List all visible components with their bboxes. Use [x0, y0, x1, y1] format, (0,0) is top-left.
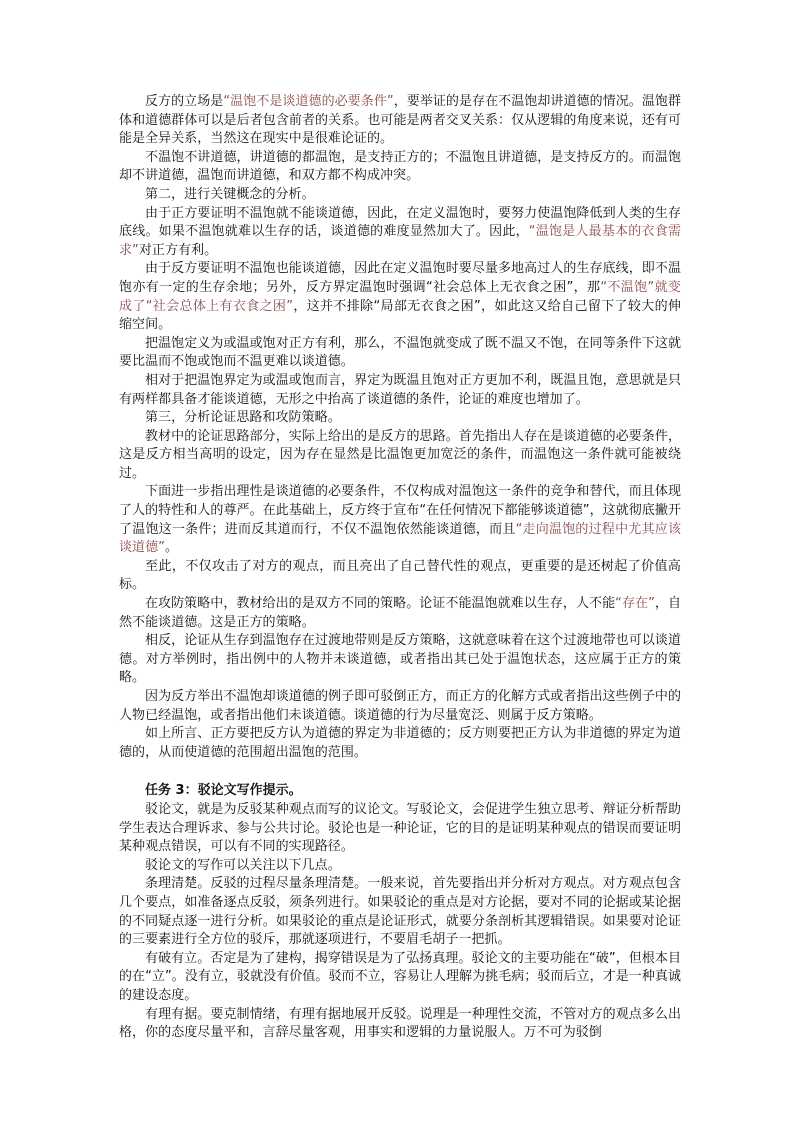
paragraph: 因为反方举出不温饱却谈道德的例子即可驳倒正方，而正方的化解方式或者指出这些例子中的人物已经温饱，或者指出他们未谈道德。谈道德的行为尽量宽泛、则属于反方策略。	[119, 689, 681, 723]
paragraph: 如上所言、正方要把反方认为道德的界定为非道德的；反方则要把正方认为非道德的界定为道德的，从而使道德的范围超出温饱的范围。	[119, 726, 681, 760]
paragraph: 至此，不仅攻击了对方的观点，而且亮出了自己替代性的观点，更重要的是还树起了价值高标。	[119, 558, 681, 593]
paragraph: 驳论文，就是为反驳某种观点而写的议论文。写驳论文，会促进学生独立思考、辩证分析帮助学生表达合理诉求、参与公共讨论。驳论也是一种论证，它的目的是证明某种观点的错误而要证明某种观点错误，可以有不同的实现路径。	[119, 801, 681, 855]
paragraph: 驳论文的写作可以关注以下几点。	[145, 857, 341, 873]
paragraph: 有理有据。要克制情绪，有理有据地展开反驳。说理是一种理性交流，不管对方的观点多么出格，你的态度尽量平和，言辞尽量客观，用事实和逻辑的力量说服人。万不可为驳倒	[119, 1006, 681, 1041]
paragraph: 教材中的论证思路部分，实际上给出的是反方的思路。首先指出人存在是谈道德的必要条件，这是反方相当高明的设定，因为存在显然是比温饱更加宽泛的条件，而温饱这一条件就可能被绕过。	[119, 428, 681, 481]
paragraph-text: ，这并不排除“局部无衣食之困”，如此这又给自己留下了较大的伸缩空间。	[119, 298, 681, 333]
quoted-text: “走向温饱的过程中尤其应该谈道德”	[119, 521, 681, 556]
paragraph-text: 由于正方要证明不温饱就不能谈道德，因此，在定义温饱时，要努力使温饱降低到人类的生存底线。如果不温饱就难以生存的话，谈道德的难度显然加大了。因此，	[119, 205, 681, 240]
paragraph-text: 。	[164, 540, 178, 556]
section-spacer	[119, 762, 681, 782]
paragraph: 相对于把温饱界定为或温或饱而言，界定为既温且饱对正方更加不利，既温且饱，意思就是只有两样都具备才能谈道德，无形之中抬高了谈道德的条件，论证的难度也增加了。	[119, 372, 681, 407]
paragraph: 把温饱定义为或温或饱对正方有利，那么，不温饱就变成了既不温又不饱，在同等条件下这就要比温而不饱或饱而不温更难以谈道德。	[119, 335, 681, 370]
section-heading: 任务 3：驳论文写作提示。	[145, 783, 302, 799]
paragraph-text: 反方的立场是	[145, 94, 224, 109]
paragraph	[119, 595, 681, 632]
paragraph-text: 由于反方要证明不温饱也能谈道德，因此在定义温饱时要尽量多地高过人的生存底线，即不温饱亦有一定的生存余地；另外，反方界定温饱时强调“社会总体上无衣食之困”，那	[119, 261, 681, 295]
quoted-text: “存在”	[615, 596, 655, 612]
paragraph	[119, 483, 681, 557]
paragraph	[119, 205, 681, 261]
quoted-text: “温饱不是谈道德的必要条件”	[223, 94, 394, 109]
quoted-text: “不温饱”就变成了“社会总体上有衣食之困”	[119, 279, 681, 314]
paragraph-text: 下面进一步指出理性是谈道德的必要条件，不仅构成对温饱这一条件的竞争和替代，而且体现了人的特性和人的尊严。在此基础上，反方终于宣布“在任何情况下都能够谈道德”，这就彻底撇开了温饱这一条件；进而反其道而行，不仅不温饱依然能谈道德，而且	[119, 484, 681, 537]
paragraph-text: 在攻防策略中，教材给出的是双方不同的策略。论证不能温饱就难以生存，人不能	[145, 596, 616, 612]
paragraph-text: ，自然不能谈道德。这是正方的策略。	[119, 596, 681, 630]
paragraph-text: ，要举证的是存在不温饱却讲道德的情况。温饱群体和道德群体可以是后者包含前者的关系。也可能是两者交叉关系：仅从逻辑的角度来说，还有可能是全异关系，当然这在现实中是很难论证的。	[119, 94, 682, 147]
paragraph: 不温饱不讲道德，讲道德的都温饱，是支持正方的；不温饱且讲道德，是支持反方的。而温饱却不讲道德，温饱而讲道德，和双方都不构成冲突。	[119, 149, 681, 184]
document-page	[119, 93, 681, 1043]
paragraph	[119, 93, 681, 149]
paragraph-text: 对正方有利。	[138, 242, 218, 258]
paragraph	[119, 260, 681, 334]
paragraph: 条理清楚。反驳的过程尽量条理清楚。一般来说，首先要指出并分析对方观点。对方观点包含几个要点，如准备逐点反驳，须条列进行。如果驳论的重点是对方论据，要对不同的论据或某论据的不同疑点逐一进行分析。如果驳论的重点是论证形式，就要分条剖析其逻辑错误。如果要对论证的三要素进行全方位的驳斥，那就逐项进行，不要眉毛胡子一把抓。	[119, 876, 681, 948]
quoted-text: “温饱是人最基本的衣食需求”	[119, 224, 681, 258]
paragraph-heading: 第二，进行关键概念的分析。	[145, 186, 315, 202]
paragraph-heading: 第三，分析论证思路和攻防策略。	[145, 410, 341, 426]
paragraph: 有破有立。否定是为了建构，揭穿错误是为了弘扬真理。驳论文的主要功能在“破”，但根本目的在“立”。没有立，驳就没有价值。驳而不立，容易让人理解为挑毛病；驳而后立，才是一种真诚的建设态度。	[119, 950, 681, 1003]
paragraph: 相反，论证从生存到温饱存在过渡地带则是反方策略，这就意味着在这个过渡地带也可以谈道德。对方举例时，指出例中的人物并未谈道德，或者指出其已处于温饱状态，这应属于正方的策略。	[119, 633, 681, 686]
